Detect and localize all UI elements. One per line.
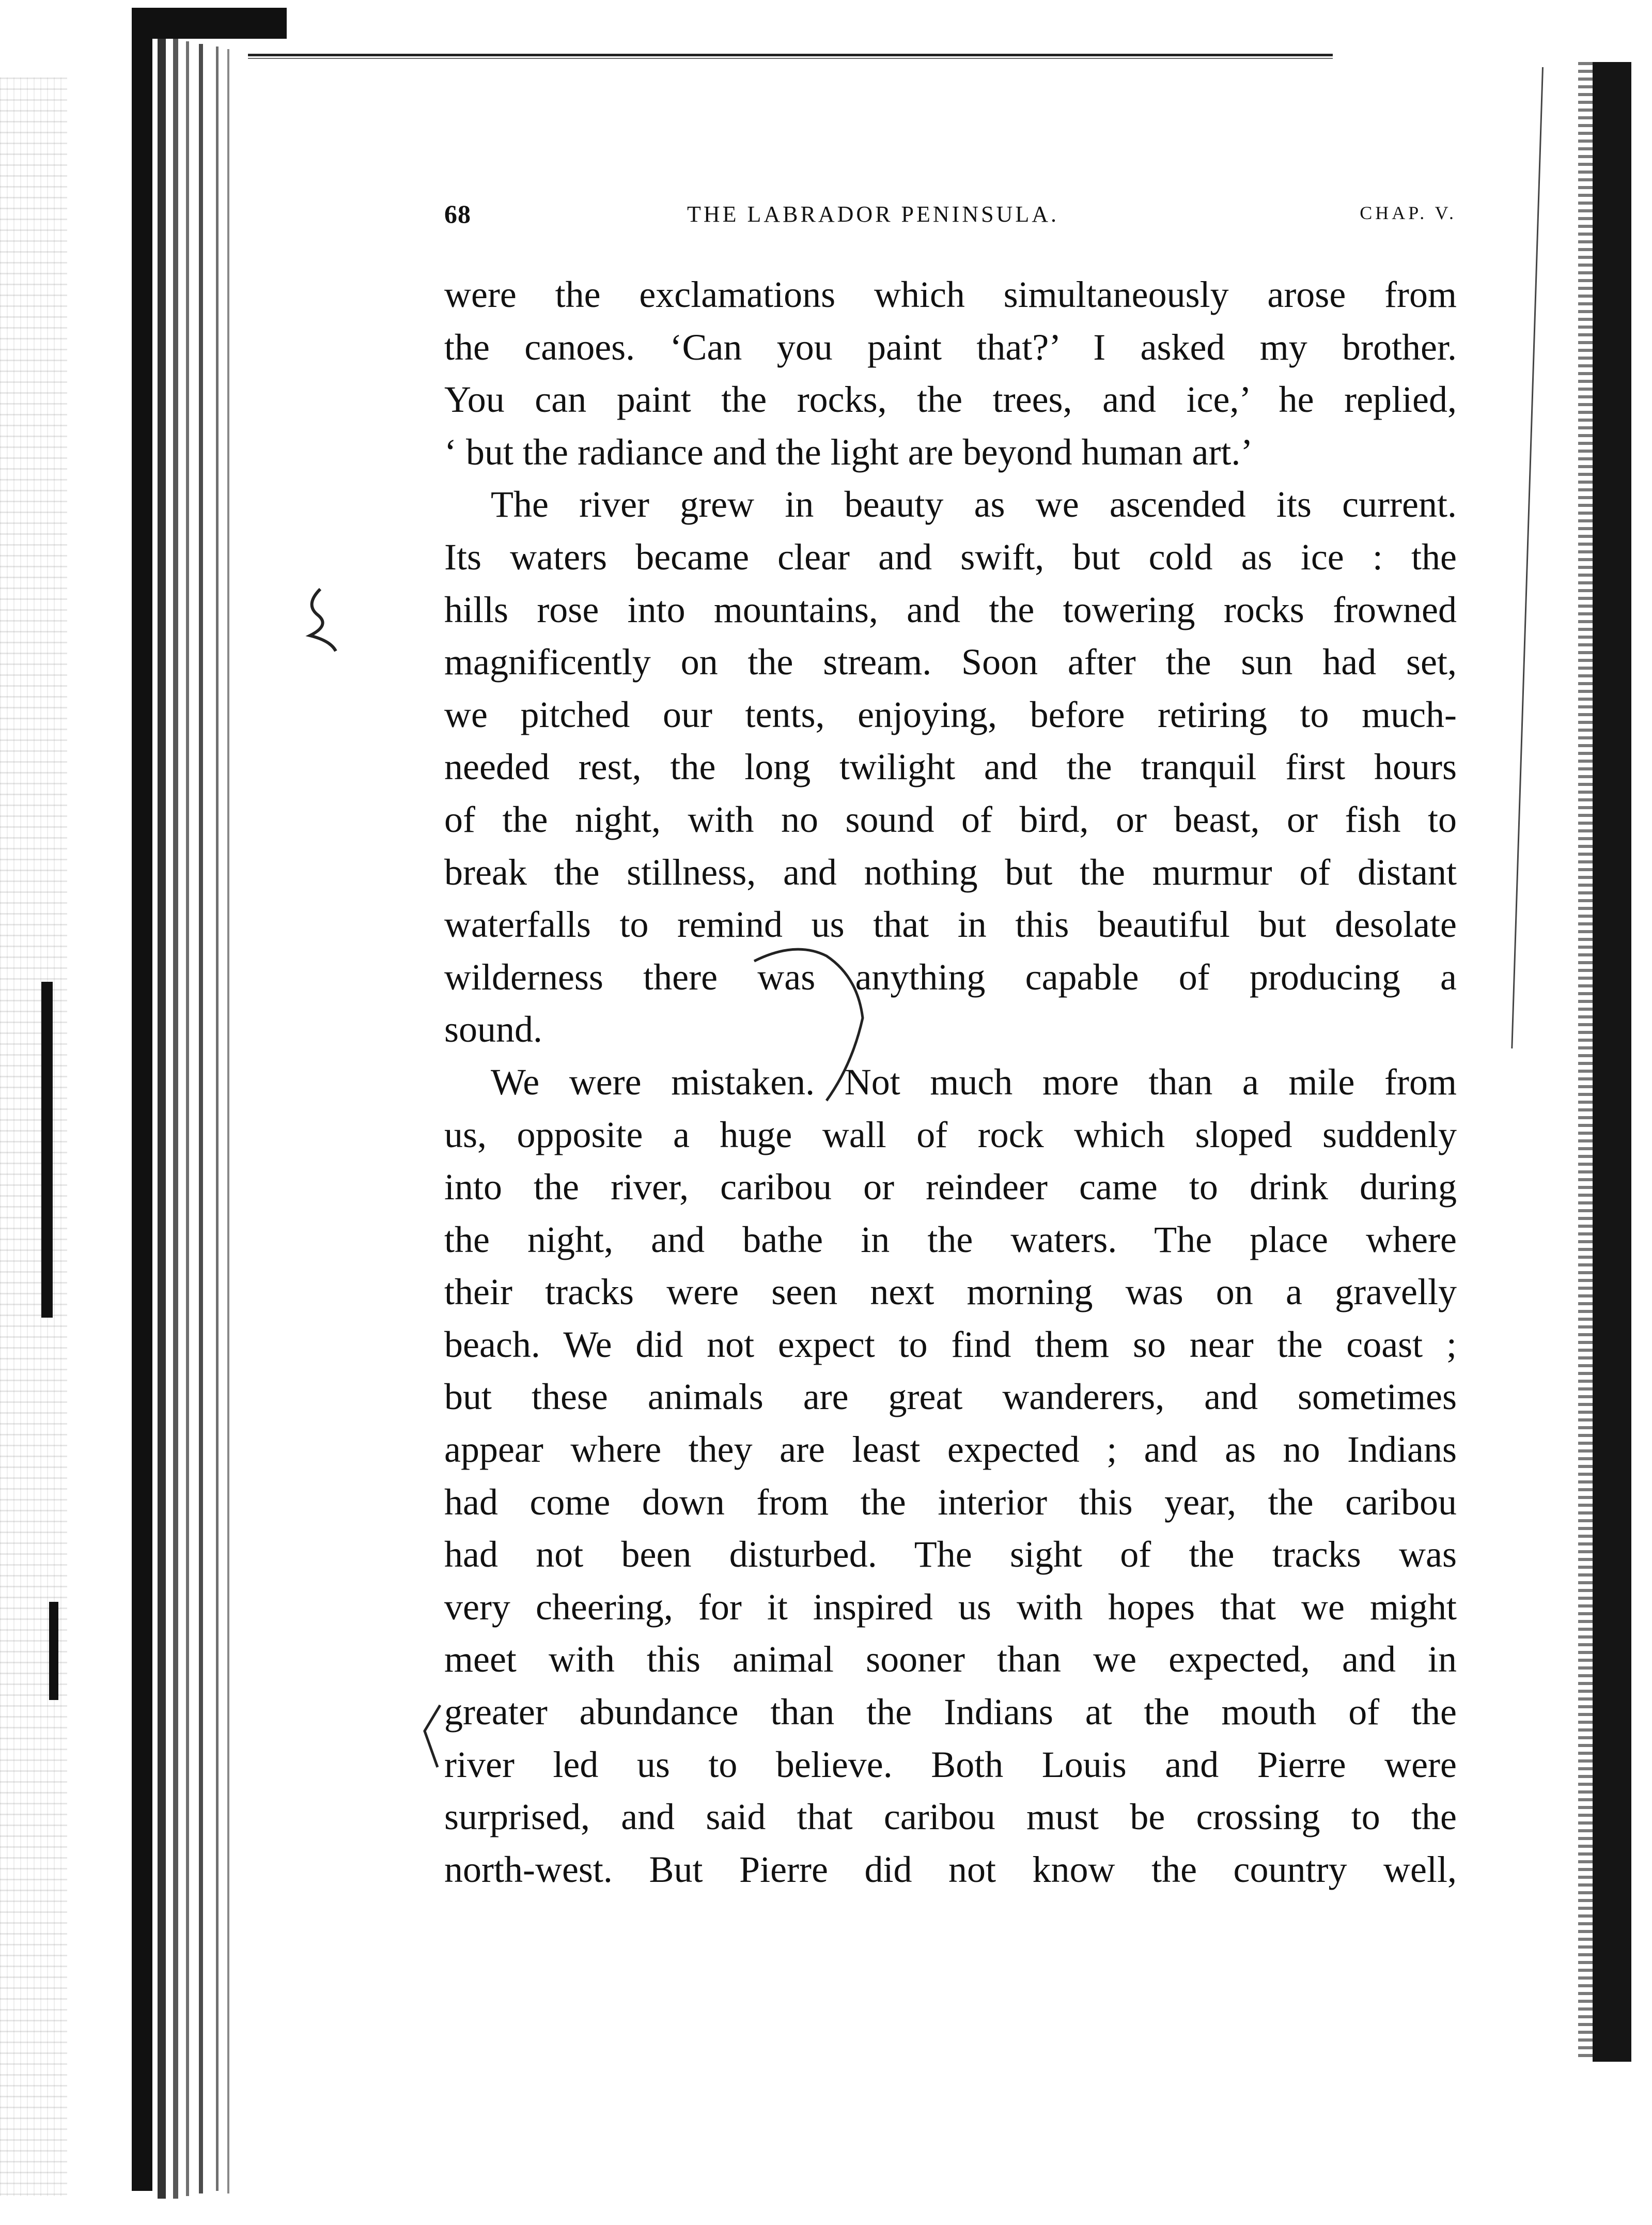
scan-edge-shadow [1593, 62, 1631, 2062]
text-line: we pitched our tents, enjoying, before retiring to much- [444, 693, 1457, 735]
text-line: into the river, caribou or reindeer came to drink during [444, 1166, 1457, 1208]
text-line: the night, and bathe in the waters. The place where [444, 1218, 1457, 1260]
binding-bar [186, 41, 189, 2196]
text-line: greater abundance than the Indians at the mouth of the [444, 1691, 1457, 1733]
binding-bar [132, 8, 287, 39]
binding-bar [132, 21, 152, 2191]
text-line: ‘ but the radiance and the light are beyond human art.’ [444, 431, 1253, 473]
text-line: The river grew in beauty as we ascended its current. [491, 484, 1457, 526]
page-edge-line [1511, 67, 1544, 1048]
text-line: meet with this animal sooner than we expected, and in [444, 1639, 1457, 1680]
pencil-arc-mark [749, 946, 883, 1116]
text-line: waterfalls to remind us that in this beautiful but desolate [444, 904, 1457, 946]
text-line: their tracks were seen next morning was on a gravelly [444, 1271, 1457, 1313]
running-header [444, 199, 1457, 235]
text-line: were the exclamations which simultaneously arose from [444, 274, 1457, 315]
text-line: had come down from the interior this year, the caribou [444, 1481, 1457, 1523]
text-line: very cheering, for it inspired us with hopes that we might [444, 1586, 1457, 1628]
text-line: river led us to believe. Both Louis and Pierre were [444, 1743, 1457, 1785]
pencil-squiggle-mark [300, 584, 346, 656]
binding-bar [199, 44, 203, 2193]
text-line: north-west. But Pierre did not know the country well, [444, 1848, 1457, 1890]
text-line: wilderness there was anything capable of producing a [444, 956, 1457, 998]
binding-bar [158, 39, 166, 2199]
book-binding-shadow [0, 0, 243, 2225]
text-line: beach. We did not expect to find them so near the coast ; [444, 1323, 1457, 1365]
text-line: had not been disturbed. The sight of the tracks was [444, 1534, 1457, 1575]
binding-bar [49, 1602, 58, 1700]
text-line: We were mistaken. Not much more than a mile from [491, 1061, 1457, 1103]
text-line: hills rose into mountains, and the towering rocks frowned [444, 589, 1457, 630]
text-line: break the stillness, and nothing but the murmur of distant [444, 851, 1457, 893]
text-line: but these animals are great wanderers, and sometimes [444, 1376, 1457, 1418]
text-line: sound. [444, 1009, 543, 1050]
page-number: 68 [444, 199, 471, 228]
text-line: of the night, with no sound of bird, or beast, or fish to [444, 798, 1457, 840]
running-title: THE LABRADOR PENINSULA. [687, 202, 1059, 227]
binding-bar [227, 49, 229, 2193]
binding-bar [216, 47, 219, 2191]
binding-bar [41, 982, 53, 1318]
pencil-bracket-mark [419, 1700, 445, 1778]
text-line: the canoes. ‘Can you paint that?’ I asked my brother. [444, 326, 1457, 368]
page-top-rule [248, 54, 1333, 56]
text-line: surprised, and said that caribou must be crossing to the [444, 1796, 1457, 1838]
binding-speckle [0, 78, 67, 2196]
text-line: magnificently on the stream. Soon after the sun had set, [444, 641, 1457, 683]
page-top-rule [248, 58, 1333, 59]
text-line: us, opposite a huge wall of rock which sloped suddenly [444, 1114, 1457, 1155]
chapter-label: CHAP. V. [1360, 203, 1457, 223]
text-line: You can paint the rocks, the trees, and ice,’ he replied, [444, 379, 1457, 421]
text-line: appear where they are least expected ; and as no Indians [444, 1429, 1457, 1471]
body-text [444, 269, 1457, 1896]
text-line: needed rest, the long twilight and the tranquil first hours [444, 746, 1457, 788]
text-line: Its waters became clear and swift, but cold as ice : the [444, 536, 1457, 578]
binding-bar [173, 39, 178, 2199]
